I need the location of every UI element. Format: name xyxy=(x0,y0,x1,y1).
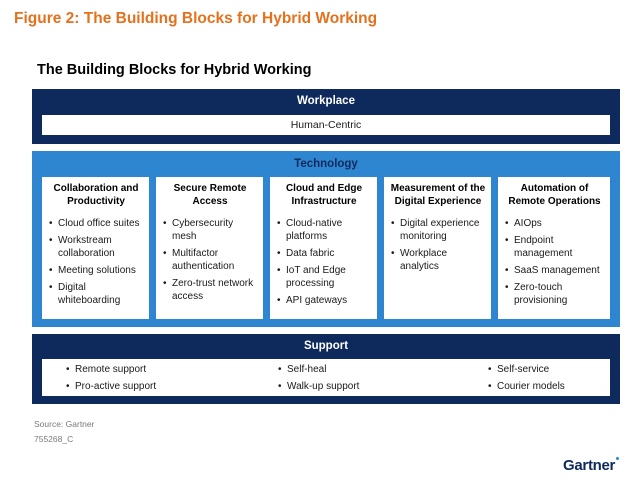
figure-code: 755268_C xyxy=(34,434,74,444)
tech-column-secure-access xyxy=(156,177,263,319)
workplace-band xyxy=(32,89,620,144)
list-item: • AIOps xyxy=(504,217,605,230)
tech-column-collaboration xyxy=(42,177,149,319)
list-item: • Remote support xyxy=(66,364,146,376)
list-item: • Digital experience monitoring xyxy=(390,217,486,243)
list-item: • Multifactor authentication xyxy=(162,247,258,273)
list-item: • Meeting solutions xyxy=(48,264,144,277)
tech-column-digital-experience xyxy=(384,177,491,319)
tech-column-title: Measurement of the Digital Experience xyxy=(390,183,486,207)
list-item: • Data fabric xyxy=(276,247,372,260)
diagram-title: The Building Blocks for Hybrid Working xyxy=(37,62,312,78)
support-list xyxy=(42,359,610,396)
list-item: • Cloud office suites xyxy=(48,217,144,230)
tech-column-title: Automation of Remote Operations xyxy=(508,183,601,207)
list-item: • Cloud-native platforms xyxy=(276,217,372,243)
tech-column-title: Collaboration and Productivity xyxy=(53,183,139,207)
tech-column-cloud-edge xyxy=(270,177,377,319)
tech-column-list xyxy=(276,217,372,307)
figure-title: Figure 2: The Building Blocks for Hybrid Working xyxy=(14,10,378,27)
list-item: • Zero-touch provisioning xyxy=(504,281,605,307)
tech-column-title: Cloud and Edge Infrastructure xyxy=(285,183,363,207)
technology-band xyxy=(32,151,620,327)
tech-column-title: Secure Remote Access xyxy=(173,183,247,207)
list-item: • Endpoint management xyxy=(504,234,605,260)
list-item: • Workstream collaboration xyxy=(48,234,144,260)
list-item: • Digital whiteboarding xyxy=(48,281,144,307)
tech-column-automation xyxy=(498,177,610,319)
support-band xyxy=(32,334,620,404)
support-title: Support xyxy=(303,340,349,352)
list-item: • Cybersecurity mesh xyxy=(162,217,258,243)
logo-dot-icon xyxy=(616,457,619,460)
list-item: • Workplace analytics xyxy=(390,247,486,273)
list-item: • API gateways xyxy=(276,294,372,307)
list-item: • Zero-trust network access xyxy=(162,277,258,303)
logo-text: Gartner xyxy=(563,457,616,474)
list-item: • Self-heal xyxy=(278,364,326,376)
technology-title: Technology xyxy=(294,158,358,170)
tech-column-list xyxy=(390,217,486,273)
list-item: • Self-service xyxy=(488,364,549,376)
tech-column-list xyxy=(48,217,144,307)
list-item: • Pro-active support xyxy=(66,381,156,393)
gartner-logo xyxy=(563,457,619,474)
tech-column-list xyxy=(162,217,258,303)
workplace-item: Human-Centric xyxy=(42,115,610,135)
list-item: • SaaS management xyxy=(504,264,605,277)
list-item: • Walk-up support xyxy=(278,381,359,393)
tech-column-list xyxy=(504,217,605,307)
list-item: • Courier models xyxy=(488,381,565,393)
source-note: Source: Gartner xyxy=(34,419,95,429)
list-item: • IoT and Edge processing xyxy=(276,264,372,290)
workplace-title: Workplace xyxy=(297,95,355,107)
